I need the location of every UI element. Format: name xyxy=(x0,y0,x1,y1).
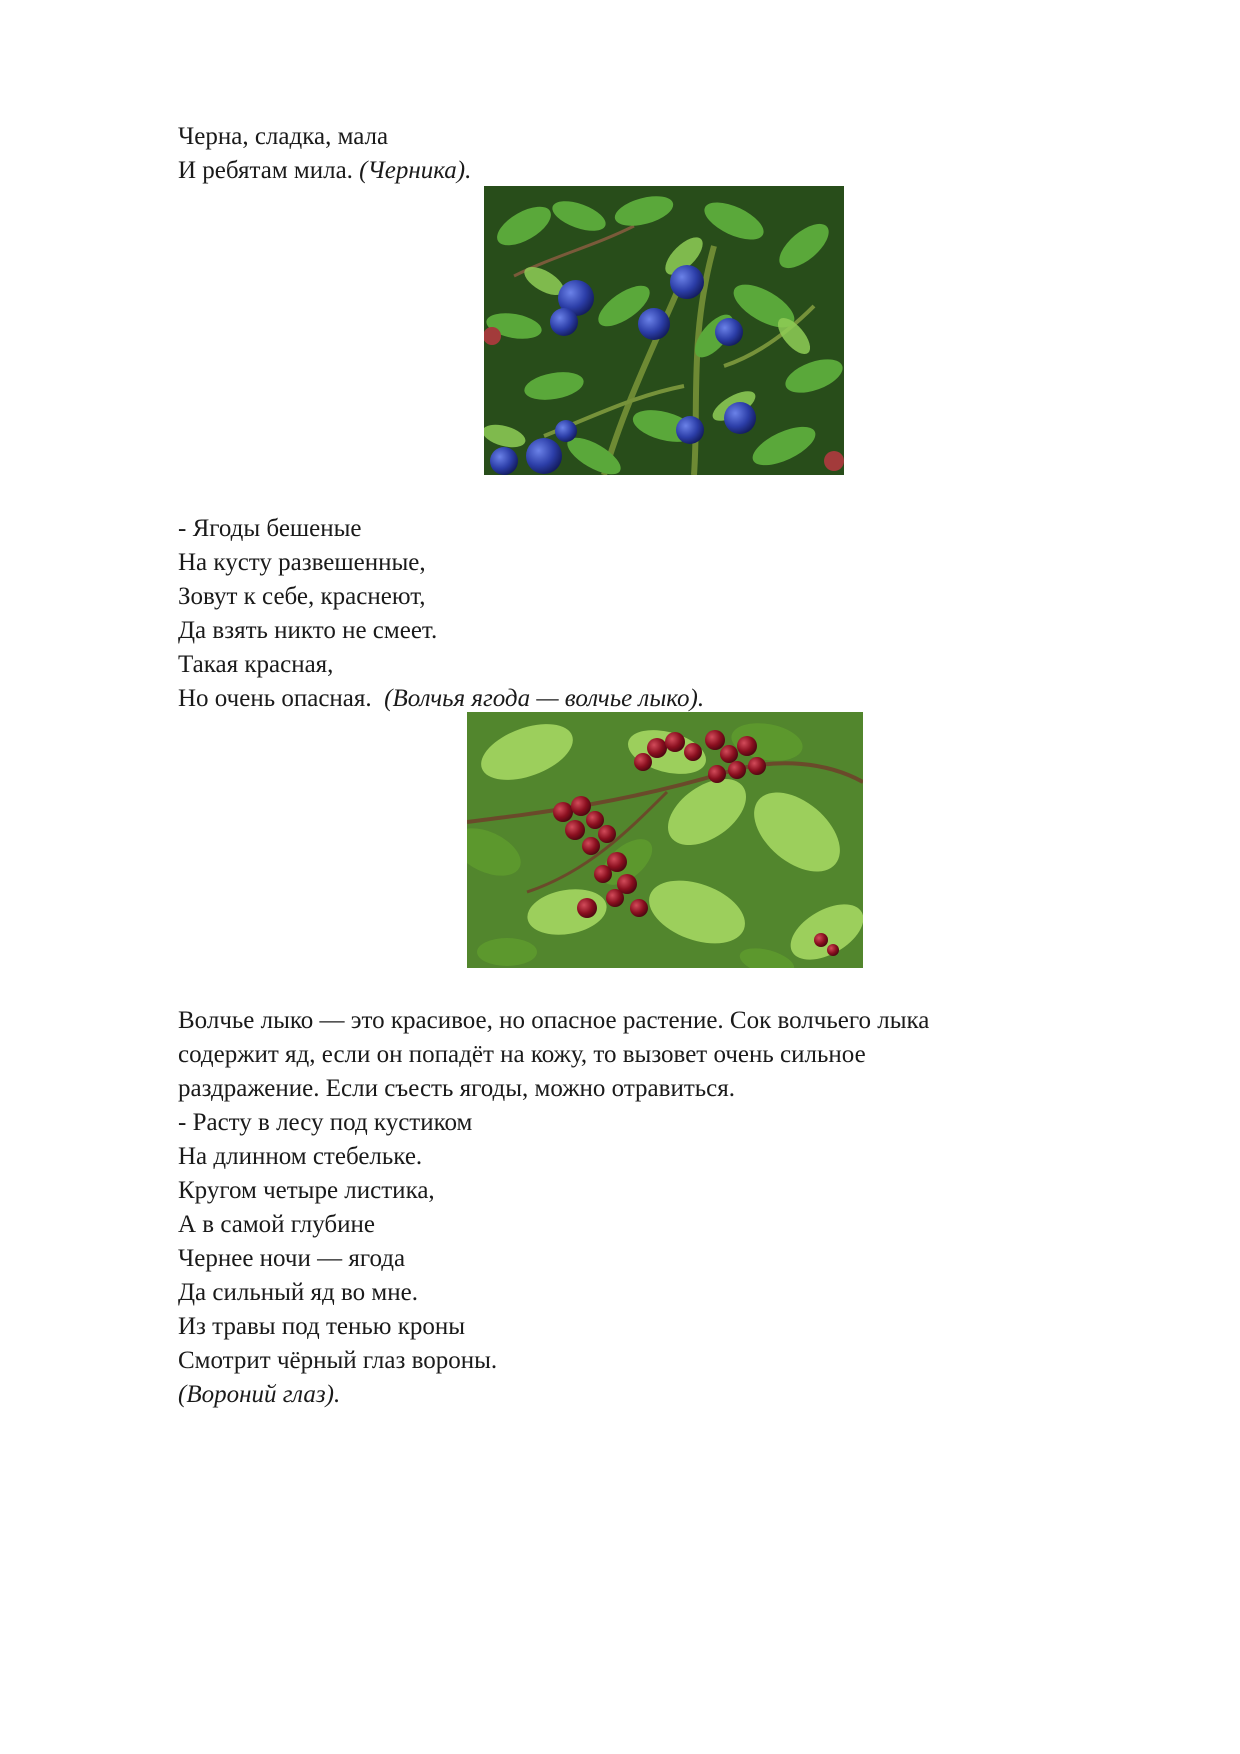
riddle3-line7: Из травы под тенью кроны xyxy=(178,1313,466,1340)
riddle3-answer: (Вороний глаз). xyxy=(178,1381,341,1408)
riddle3-line1: - Расту в лесу под кустиком xyxy=(178,1109,473,1136)
text-line2: содержит яд, если он попадёт на кожу, то вызовет очень сильное xyxy=(178,1041,866,1068)
riddle1-answer: (Черника). xyxy=(359,157,472,184)
text-line3: раздражение. Если съесть ягоды, можно отравиться. xyxy=(178,1075,735,1102)
riddle3-line6: Да сильный яд во мне. xyxy=(178,1279,418,1306)
wolfberry-photo xyxy=(467,712,863,968)
riddle2-line5: Такая красная, xyxy=(178,651,334,678)
riddle2-line1: - Ягоды бешеные xyxy=(178,515,362,542)
riddle2-line6 xyxy=(178,682,704,716)
riddle3-line5: Чернее ночи — ягода xyxy=(178,1245,406,1272)
riddle3-line8: Смотрит чёрный глаз вороны. xyxy=(178,1347,498,1374)
riddle2-line2: На кусту развешенные, xyxy=(178,549,426,576)
riddle1-line2-text: И ребятам мила. xyxy=(178,157,353,184)
riddle3-line4: А в самой глубине xyxy=(178,1211,376,1238)
blueberry-photo xyxy=(484,186,844,475)
riddle3-line2: На длинном стебельке. xyxy=(178,1143,423,1170)
text-line1: Волчье лыко — это красивое, но опасное растение. Сок волчьего лыка xyxy=(178,1007,930,1034)
riddle2-line4: Да взять никто не смеет. xyxy=(178,617,438,644)
riddle2-line3: Зовут к себе, краснеют, xyxy=(178,583,426,610)
riddle1-line2 xyxy=(178,154,471,188)
riddle3-line3: Кругом четыре листика, xyxy=(178,1177,435,1204)
riddle2-line6-text: Но очень опасная. xyxy=(178,685,372,712)
riddle2-answer: (Волчья ягода — волчье лыко). xyxy=(384,685,705,712)
riddle1-line1: Черна, сладка, мала xyxy=(178,123,389,150)
